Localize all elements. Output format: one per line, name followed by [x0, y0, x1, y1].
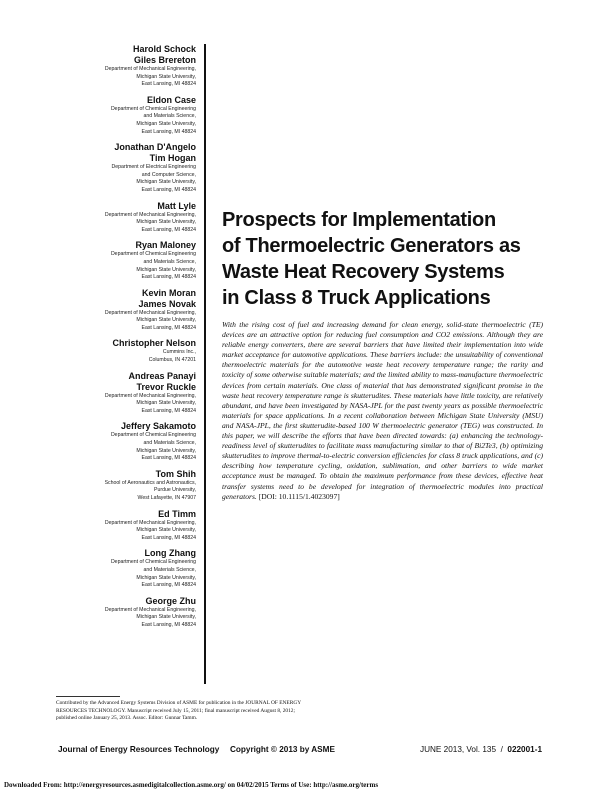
author-group	[96, 288, 196, 333]
author-affiliation: East Lansing, MI 48824	[141, 324, 196, 331]
author-affiliation: Columbus, IN 47201	[148, 357, 196, 364]
author-group	[96, 371, 196, 416]
author-affiliation: East Lansing, MI 48824	[141, 274, 196, 281]
footnote-divider	[56, 696, 120, 697]
author-affiliation: and Computer Science,	[141, 171, 196, 178]
author-group	[96, 95, 196, 136]
author-affiliation: Department of Chemical Engineering	[110, 559, 196, 566]
author-group	[96, 509, 196, 543]
author-affiliation: Michigan State University,	[136, 317, 196, 324]
author-affiliation: Purdue University,	[154, 487, 196, 494]
author-affiliation: East Lansing, MI 48824	[141, 226, 196, 233]
paper-title	[222, 207, 582, 311]
author-affiliation: Department of Chemical Engineering	[110, 251, 196, 258]
title-line: of Thermoelectric Generators as	[222, 235, 521, 257]
author-affiliation: Department of Mechanical Engineering,	[104, 392, 196, 399]
author-affiliation: Michigan State University,	[136, 179, 196, 186]
author-affiliation: and Materials Science,	[143, 440, 196, 447]
author-affiliation: Michigan State University,	[136, 400, 196, 407]
column-divider	[204, 44, 206, 684]
author-affiliation: East Lansing, MI 48824	[141, 407, 196, 414]
author-affiliation: Department of Mechanical Engineering,	[104, 309, 196, 316]
author-affiliation: Department of Mechanical Engineering,	[104, 66, 196, 72]
author-affiliation: Michigan State University,	[136, 447, 196, 454]
author-affiliation: School of Aeronautics and Astronautics,	[104, 479, 196, 486]
author-name: Trevor Ruckle	[136, 381, 196, 392]
author-affiliation: and Materials Science,	[143, 258, 196, 265]
footer-page-id: 022001-1	[507, 745, 542, 754]
author-name: Ryan Maloney	[135, 240, 196, 251]
footer-issue: JUNE 2013, Vol. 135 / 022001-1	[420, 745, 542, 754]
author-affiliation: Michigan State University,	[136, 614, 196, 621]
author-name: Tim Hogan	[149, 153, 196, 164]
title-line: in Class 8 Truck Applications	[222, 287, 491, 309]
author-affiliation: Michigan State University,	[136, 120, 196, 127]
author-group	[96, 548, 196, 589]
author-name: Kevin Moran	[141, 287, 196, 298]
author-affiliation: Michigan State University,	[136, 527, 196, 534]
author-group	[96, 240, 196, 281]
author-affiliation: Department of Mechanical Engineering,	[104, 211, 196, 218]
author-name: Andreas Panayi	[128, 370, 196, 381]
author-name: Matt Lyle	[157, 200, 196, 211]
author-affiliation: Department of Chemical Engineering	[110, 105, 196, 112]
footer-copyright: Copyright © 2013 by ASME	[230, 745, 335, 754]
title-line: Prospects for Implementation	[222, 209, 496, 231]
author-affiliation: East Lansing, MI 48824	[141, 128, 196, 135]
footnote: Contributed by the Advanced Energy Systems Division of ASME for publication in the JOURNAL OF ENERGY RESOURCES TECHNOLOGY. Manuscript received July 15, 2011; final manuscript received August 8, 2012; published online January 25, 2013. Assoc. Editor: Gunnar Tamm.	[56, 700, 301, 722]
author-affiliation: East Lansing, MI 48824	[141, 455, 196, 462]
author-name: Harold Schock	[132, 44, 196, 54]
author-group	[96, 338, 196, 364]
author-affiliation: Department of Mechanical Engineering,	[104, 606, 196, 613]
abstract	[222, 320, 543, 502]
author-name: Eldon Case	[146, 94, 196, 105]
author-affiliation: Cummins Inc.,	[162, 349, 196, 356]
author-name: Tom Shih	[155, 468, 196, 479]
author-affiliation: Michigan State University,	[136, 73, 196, 80]
author-affiliation: West Lafayette, IN 47907	[137, 495, 196, 501]
author-affiliation: Department of Mechanical Engineering,	[104, 519, 196, 526]
author-affiliation: Michigan State University,	[136, 266, 196, 273]
abstract-text: With the rising cost of fuel and increasing demand for clean energy, solid-state thermoelectric (TE) devices are an attractive option for reducing fuel consumption and CO2 emissions. Although they are reliable energy converters, there are several barriers that have limited their implementation into wide market acceptance for automotive applications. These barriers include: the unsuitability of conventional thermoelectric materials for the automotive waste heat recovery temperature range; the rarity and toxicity of some otherwise suitable materials; and the limited ability to mass-manufacture thermoelectric devices from certain materials. One class of material that has demonstrated significant promise in the waste heat recovery temperature range is skutterudites. These materials have little toxicity, are relatively abundant, and have been investigated by NASA-JPL for the past twenty years as possible thermoelectric materials for space applications. In a recent collaboration between Michigan State University (MSU) and NASA-JPL, the first skutterudite-based 100 W thermoelectric generator (TEG) was constructed. In this paper, we will describe the efforts that have been directed towards: (a) enhancing the technology-readiness level of skutterudites to facilitate mass manufacturing similar to that of Bi2Te3, (b) optimizing skutterudites to improve thermal-to-electric conversion efficiencies for class 8 truck applications, and (c) describing how temperature cycling, oxidation, sublimation, and other barriers to wide market acceptance must be managed. To obtain the maximum performance from these devices, effective heat transfer systems need to be developed for integration of thermoelectric modules into practical generators.	[222, 320, 543, 501]
author-name: James Novak	[138, 298, 196, 309]
doi[interactable]: [DOI: 10.1115/1.4023097]	[258, 491, 340, 501]
author-group	[96, 142, 196, 194]
footer-issue-date: JUNE 2013, Vol. 135	[420, 745, 497, 754]
author-group	[96, 44, 196, 89]
author-group	[96, 596, 196, 630]
download-notice[interactable]: Downloaded From: http://energyresources.asmedigitalcollection.asme.org/ on 04/02/2015 Terms of Use: http://asme.org/terms	[4, 781, 379, 789]
author-affiliation: Michigan State University,	[136, 219, 196, 226]
author-name: Jonathan D'Angelo	[114, 142, 196, 153]
author-name: Jeffery Sakamoto	[120, 421, 196, 432]
author-affiliation: East Lansing, MI 48824	[141, 186, 196, 193]
title-line: Waste Heat Recovery Systems	[222, 261, 505, 283]
author-affiliation: Michigan State University,	[136, 574, 196, 581]
author-affiliation: East Lansing, MI 48824	[141, 621, 196, 628]
author-group	[96, 201, 196, 235]
author-list	[96, 44, 196, 636]
author-affiliation: Department of Chemical Engineering	[110, 432, 196, 439]
author-affiliation: and Materials Science,	[143, 566, 196, 573]
footer-journal: Journal of Energy Resources Technology	[58, 745, 220, 754]
author-group	[96, 421, 196, 462]
author-affiliation: and Materials Science,	[143, 113, 196, 120]
author-affiliation: East Lansing, MI 48824	[141, 582, 196, 589]
author-affiliation: Department of Electrical Engineering	[111, 164, 196, 171]
author-name: Long Zhang	[144, 548, 196, 559]
author-name: Giles Brereton	[133, 55, 196, 65]
author-name: Ed Timm	[158, 508, 196, 519]
author-affiliation: East Lansing, MI 48824	[141, 81, 196, 88]
author-group	[96, 469, 196, 503]
author-affiliation: East Lansing, MI 48824	[141, 534, 196, 541]
author-name: Christopher Nelson	[112, 338, 196, 349]
author-name: George Zhu	[145, 595, 196, 606]
